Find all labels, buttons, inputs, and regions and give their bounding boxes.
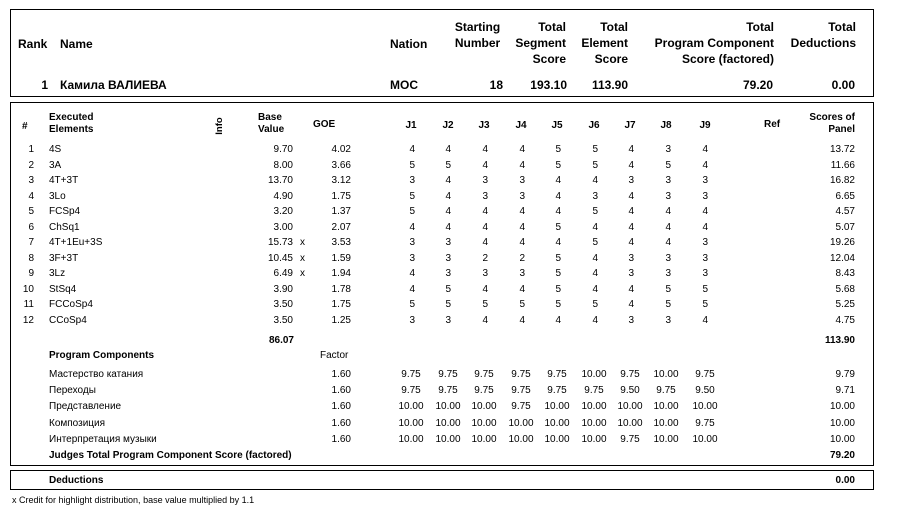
- element-panel-score: 13.72: [829, 144, 855, 155]
- element-base-value: 9.70: [273, 144, 293, 155]
- deductions-box: [10, 470, 874, 490]
- component-judge-score: 10.00: [508, 417, 534, 429]
- element-judge-score: 4: [628, 237, 634, 248]
- component-judge-score: 10.00: [435, 401, 461, 413]
- element-judge-score: 4: [702, 221, 708, 233]
- element-num: 11: [23, 299, 34, 310]
- component-factor: 1.60: [331, 369, 351, 380]
- element-base-value: 15.73: [267, 237, 293, 248]
- element-judge-score: 4: [592, 175, 598, 186]
- element-judge-score: 4: [665, 206, 671, 217]
- element-judge-score: 4: [519, 221, 525, 233]
- element-judge-score: 5: [409, 159, 415, 171]
- component-judge-score: 10.00: [544, 417, 570, 429]
- element-base-value: 3.50: [273, 314, 293, 326]
- tss-header: Total Segment Score: [515, 20, 566, 66]
- deductions-label: Deductions: [49, 475, 104, 486]
- element-judge-score: 4: [592, 221, 598, 233]
- element-panel-score: 6.65: [835, 190, 855, 202]
- element-judge-score: 5: [592, 206, 598, 217]
- element-name: 3Lo: [49, 190, 66, 202]
- element-judge-score: 5: [555, 159, 561, 171]
- component-judge-score: 9.75: [474, 385, 494, 397]
- element-panel-score: 16.82: [829, 175, 855, 186]
- element-judge-score: 4: [592, 252, 598, 264]
- element-panel-score: 4.57: [835, 206, 855, 217]
- element-goe: 3.12: [331, 175, 351, 186]
- component-name: Представление: [49, 401, 122, 413]
- judge-header-2: J2: [442, 120, 454, 131]
- element-judge-score: 3: [409, 314, 415, 326]
- component-panel-score: 10.00: [829, 433, 855, 445]
- element-judge-score: 3: [702, 190, 708, 202]
- element-name: 3F+3T: [49, 252, 79, 264]
- component-judge-score: 9.75: [401, 369, 421, 380]
- element-num: 3: [28, 175, 34, 186]
- starting-number-header: Starting Number: [454, 20, 501, 50]
- element-panel-score: 8.43: [835, 268, 855, 279]
- element-judge-score: 5: [665, 299, 671, 310]
- element-judge-score: 4: [409, 144, 415, 155]
- element-name: FCSp4: [49, 206, 81, 217]
- skater-nation: MOC: [390, 78, 418, 92]
- component-judge-score: 10.00: [653, 417, 679, 429]
- base-value-total: 86.07: [268, 335, 294, 346]
- element-panel-score: 11.66: [830, 159, 855, 171]
- component-panel-score: 10.00: [829, 417, 855, 429]
- component-judge-score: 10.00: [398, 401, 424, 413]
- component-judge-score: 9.75: [620, 369, 640, 380]
- element-name: ChSq1: [49, 221, 80, 233]
- component-panel-score: 10.00: [829, 401, 855, 413]
- component-judge-score: 10.00: [581, 433, 607, 445]
- element-judge-score: 5: [445, 299, 451, 310]
- element-judge-score: 4: [409, 221, 415, 233]
- component-judge-score: 10.00: [653, 401, 679, 413]
- element-judge-score: 5: [592, 159, 598, 171]
- judge-header-4: J4: [515, 120, 527, 131]
- element-goe: 3.53: [331, 237, 351, 248]
- element-num: 9: [28, 268, 34, 279]
- element-judge-score: 3: [665, 175, 671, 186]
- element-judge-score: 4: [592, 283, 598, 295]
- element-judge-score: 4: [482, 237, 488, 248]
- component-judge-score: 9.50: [620, 385, 640, 397]
- element-judge-score: 4: [555, 190, 561, 202]
- element-num-header: #: [22, 121, 28, 132]
- element-judge-score: 3: [628, 314, 634, 326]
- element-judge-score: 3: [519, 268, 525, 279]
- element-num: 8: [28, 252, 34, 264]
- skater-starting-number: 18: [489, 78, 503, 92]
- component-judge-score: 10.00: [508, 433, 534, 445]
- judge-header-1: J1: [405, 120, 417, 131]
- element-panel-score: 5.07: [835, 221, 855, 233]
- element-judge-score: 5: [702, 283, 708, 295]
- element-judge-score: 5: [592, 299, 598, 310]
- component-name: Мастерство катания: [49, 369, 144, 380]
- element-judge-score: 4: [445, 190, 451, 202]
- component-judge-score: 10.00: [398, 433, 424, 445]
- skater-tss: 193.10: [530, 78, 567, 92]
- component-judge-score: 10.00: [435, 433, 461, 445]
- nation-header: Nation: [390, 37, 428, 51]
- element-judge-score: 4: [482, 283, 488, 295]
- deductions-value: 0.00: [835, 475, 855, 486]
- element-judge-score: 3: [409, 175, 415, 186]
- element-base-value: 4.90: [273, 190, 293, 202]
- element-panel-score: 5.68: [835, 283, 855, 295]
- pcs-header: Total Program Component Score (factored): [654, 20, 774, 66]
- element-judge-score: 3: [409, 252, 415, 264]
- element-judge-score: 3: [628, 252, 634, 264]
- element-num: 2: [28, 159, 34, 171]
- deductions-header: Total Deductions: [790, 20, 856, 50]
- element-goe: 1.37: [331, 206, 351, 217]
- element-judge-score: 4: [445, 206, 451, 217]
- skater-pcs: 79.20: [742, 78, 773, 92]
- component-judge-score: 10.00: [435, 417, 461, 429]
- element-judge-score: 4: [409, 283, 415, 295]
- element-judge-score: 4: [702, 314, 708, 326]
- element-goe: 1.75: [331, 190, 351, 202]
- element-judge-score: 5: [555, 283, 561, 295]
- element-judge-score: 3: [665, 252, 671, 264]
- element-base-value: 6.49: [273, 268, 293, 279]
- element-num: 5: [28, 206, 34, 217]
- pcs-total-label: Judges Total Program Component Score (factored): [49, 450, 292, 461]
- tes-header: Total Element Score: [581, 20, 628, 66]
- element-base-value: 3.90: [273, 283, 293, 295]
- element-judge-score: 3: [409, 237, 415, 248]
- element-judge-score: 5: [702, 299, 708, 310]
- component-judge-score: 10.00: [581, 401, 607, 413]
- component-judge-score: 10.00: [471, 401, 497, 413]
- judge-header-9: J9: [699, 120, 711, 131]
- component-factor: 1.60: [331, 401, 351, 413]
- component-judge-score: 9.75: [656, 385, 676, 397]
- element-judge-score: 5: [555, 252, 561, 264]
- element-judge-score: 4: [409, 268, 415, 279]
- component-judge-score: 9.75: [511, 385, 531, 397]
- component-name: Интерпретация музыки: [49, 433, 157, 445]
- element-name: FCCoSp4: [49, 299, 93, 310]
- component-judge-score: 10.00: [617, 417, 643, 429]
- element-judge-score: 4: [665, 221, 671, 233]
- component-judge-score: 9.75: [401, 385, 421, 397]
- element-judge-score: 4: [482, 314, 488, 326]
- element-judge-score: 3: [702, 252, 708, 264]
- element-name: 4T+1Eu+3S: [49, 237, 103, 248]
- element-judge-score: 5: [445, 283, 451, 295]
- element-judge-score: 5: [555, 221, 561, 233]
- element-goe: 2.07: [331, 221, 351, 233]
- element-judge-score: 5: [592, 237, 598, 248]
- element-judge-score: 5: [519, 299, 525, 310]
- element-judge-score: 4: [482, 144, 488, 155]
- element-judge-score: 4: [702, 206, 708, 217]
- element-judge-score: 3: [665, 144, 671, 155]
- skater-header-box: [10, 9, 874, 97]
- element-judge-score: 4: [445, 221, 451, 233]
- element-judge-score: 5: [482, 299, 488, 310]
- element-judge-score: 2: [482, 252, 488, 264]
- element-judge-score: 4: [519, 314, 525, 326]
- pcs-total-value: 79.20: [829, 450, 855, 461]
- component-judge-score: 10.00: [581, 417, 607, 429]
- component-judge-score: 9.75: [695, 369, 715, 380]
- element-judge-score: 4: [555, 175, 561, 186]
- element-judge-score: 3: [702, 268, 708, 279]
- element-judge-score: 5: [665, 283, 671, 295]
- element-judge-score: 4: [519, 206, 525, 217]
- element-num: 10: [22, 283, 34, 295]
- component-judge-score: 10.00: [581, 369, 607, 380]
- element-name: 4T+3T: [49, 175, 79, 186]
- element-name: 3Lz: [49, 268, 66, 279]
- element-judge-score: 4: [555, 314, 561, 326]
- element-judge-score: 4: [628, 299, 634, 310]
- judge-header-5: J5: [551, 120, 563, 131]
- element-judge-score: 3: [482, 175, 488, 186]
- element-goe: 3.66: [331, 159, 351, 171]
- element-judge-score: 4: [519, 159, 525, 171]
- component-judge-score: 9.75: [620, 433, 640, 445]
- element-judge-score: 4: [592, 268, 598, 279]
- skater-rank: 1: [41, 78, 48, 92]
- element-judge-score: 4: [702, 159, 708, 171]
- element-judge-score: 4: [445, 175, 451, 186]
- element-judge-score: 4: [482, 221, 488, 233]
- footnote: x Credit for highlight distribution, base value multiplied by 1.1: [12, 495, 255, 505]
- component-judge-score: 10.00: [398, 417, 424, 429]
- element-num: 7: [28, 237, 34, 248]
- element-judge-score: 3: [702, 175, 708, 186]
- ref-header: Ref: [764, 119, 781, 130]
- element-judge-score: 3: [482, 190, 488, 202]
- element-num: 4: [28, 190, 34, 202]
- element-judge-score: 4: [628, 283, 634, 295]
- element-judge-score: 3: [445, 237, 451, 248]
- element-judge-score: 4: [592, 314, 598, 326]
- element-judge-score: 4: [702, 144, 708, 155]
- element-judge-score: 5: [409, 190, 415, 202]
- component-judge-score: 9.75: [438, 369, 458, 380]
- element-judge-score: 3: [482, 268, 488, 279]
- element-judge-score: 3: [702, 237, 708, 248]
- component-judge-score: 9.75: [511, 401, 531, 413]
- element-judge-score: 4: [445, 144, 451, 155]
- component-judge-score: 9.75: [511, 369, 531, 380]
- component-judge-score: 9.50: [695, 385, 715, 397]
- component-judge-score: 9.75: [474, 369, 494, 380]
- element-base-value: 10.45: [267, 252, 293, 264]
- skater-tes: 113.90: [591, 78, 628, 92]
- scores-of-panel-header: Scores of Panel: [809, 112, 855, 135]
- element-base-value: 13.70: [267, 175, 293, 186]
- element-judge-score: 4: [628, 221, 634, 233]
- program-components-title: Program Components: [49, 350, 155, 361]
- element-name: CCoSp4: [49, 314, 87, 326]
- element-judge-score: 4: [628, 144, 634, 155]
- element-judge-score: 4: [519, 144, 525, 155]
- element-judge-score: 5: [555, 299, 561, 310]
- executed-elements-header: Executed Elements: [49, 112, 94, 135]
- element-judge-score: 4: [519, 237, 525, 248]
- element-goe: 1.25: [331, 314, 351, 326]
- component-judge-score: 9.75: [438, 385, 458, 397]
- element-judge-score: 3: [519, 175, 525, 186]
- element-judge-score: 3: [665, 268, 671, 279]
- element-judge-score: 5: [555, 268, 561, 279]
- component-panel-score: 9.71: [835, 385, 855, 397]
- element-judge-score: 4: [628, 159, 634, 171]
- element-panel-score: 4.75: [835, 314, 855, 326]
- element-judge-score: 4: [665, 237, 671, 248]
- element-name: StSq4: [49, 283, 77, 295]
- component-judge-score: 9.75: [695, 417, 715, 429]
- component-judge-score: 9.75: [584, 385, 604, 397]
- element-judge-score: 5: [445, 159, 451, 171]
- element-judge-score: 3: [628, 268, 634, 279]
- element-judge-score: 4: [519, 283, 525, 295]
- component-factor: 1.60: [331, 385, 351, 397]
- element-judge-score: 5: [409, 206, 415, 217]
- element-judge-score: 4: [555, 237, 561, 248]
- element-bonus-mark: x: [300, 268, 305, 279]
- element-goe: 1.94: [331, 268, 351, 279]
- component-name: Композиция: [49, 417, 106, 429]
- element-judge-score: 3: [592, 190, 598, 202]
- judge-header-8: J8: [660, 120, 672, 131]
- element-name: 3A: [49, 159, 62, 171]
- element-judge-score: 3: [665, 314, 671, 326]
- element-num: 6: [28, 221, 34, 233]
- element-panel-score: 12.04: [829, 252, 855, 264]
- component-name: Переходы: [49, 385, 96, 397]
- element-goe: 1.59: [331, 252, 351, 264]
- component-judge-score: 10.00: [653, 369, 679, 380]
- element-base-value: 3.20: [273, 206, 293, 217]
- component-judge-score: 10.00: [544, 401, 570, 413]
- element-bonus-mark: x: [300, 237, 305, 248]
- element-num: 12: [22, 314, 34, 326]
- component-factor: 1.60: [331, 433, 351, 445]
- element-panel-score: 19.26: [829, 237, 855, 248]
- component-judge-score: 10.00: [471, 433, 497, 445]
- elements-panel-total: 113.90: [824, 335, 855, 346]
- element-judge-score: 4: [482, 206, 488, 217]
- element-judge-score: 2: [519, 252, 525, 264]
- component-judge-score: 9.75: [547, 385, 567, 397]
- element-name: 4S: [49, 144, 62, 155]
- element-judge-score: 5: [555, 144, 561, 155]
- element-panel-score: 5.25: [835, 299, 855, 310]
- component-judge-score: 10.00: [471, 417, 497, 429]
- element-judge-score: 5: [665, 159, 671, 171]
- goe-header: GOE: [313, 119, 336, 130]
- element-judge-score: 4: [555, 206, 561, 217]
- component-judge-score: 10.00: [692, 401, 718, 413]
- element-judge-score: 5: [592, 144, 598, 155]
- skater-deductions: 0.00: [831, 78, 855, 92]
- judge-header-6: J6: [588, 120, 600, 131]
- element-goe: 1.75: [331, 299, 351, 310]
- element-num: 1: [28, 144, 34, 155]
- component-judge-score: 10.00: [617, 401, 643, 413]
- element-base-value: 3.00: [273, 221, 293, 233]
- component-panel-score: 9.79: [835, 369, 855, 380]
- judge-header-3: J3: [478, 120, 490, 131]
- element-bonus-mark: x: [300, 252, 305, 264]
- element-judge-score: 4: [628, 206, 634, 217]
- component-judge-score: 10.00: [692, 433, 718, 445]
- element-judge-score: 3: [445, 314, 451, 326]
- info-header: Info: [214, 117, 225, 135]
- skater-name: Камила ВАЛИЕВА: [60, 78, 167, 92]
- name-header: Name: [60, 37, 93, 51]
- element-judge-score: 3: [445, 252, 451, 264]
- judge-header-7: J7: [624, 120, 636, 131]
- element-goe: 1.78: [331, 283, 351, 295]
- element-base-value: 8.00: [273, 159, 293, 171]
- component-judge-score: 10.00: [544, 433, 570, 445]
- element-judge-score: 3: [628, 175, 634, 186]
- element-base-value: 3.50: [273, 299, 293, 310]
- component-judge-score: 9.75: [547, 369, 567, 380]
- component-factor: 1.60: [331, 417, 351, 429]
- factor-header: Factor: [320, 350, 349, 361]
- element-judge-score: 3: [665, 190, 671, 202]
- rank-header: Rank: [18, 37, 48, 51]
- element-judge-score: 3: [445, 268, 451, 279]
- element-judge-score: 5: [409, 299, 415, 310]
- element-goe: 4.02: [331, 144, 351, 155]
- element-judge-score: 4: [482, 159, 488, 171]
- component-judge-score: 10.00: [653, 433, 679, 445]
- base-value-header: Base Value: [258, 112, 285, 135]
- element-judge-score: 3: [519, 190, 525, 202]
- element-judge-score: 4: [628, 190, 634, 202]
